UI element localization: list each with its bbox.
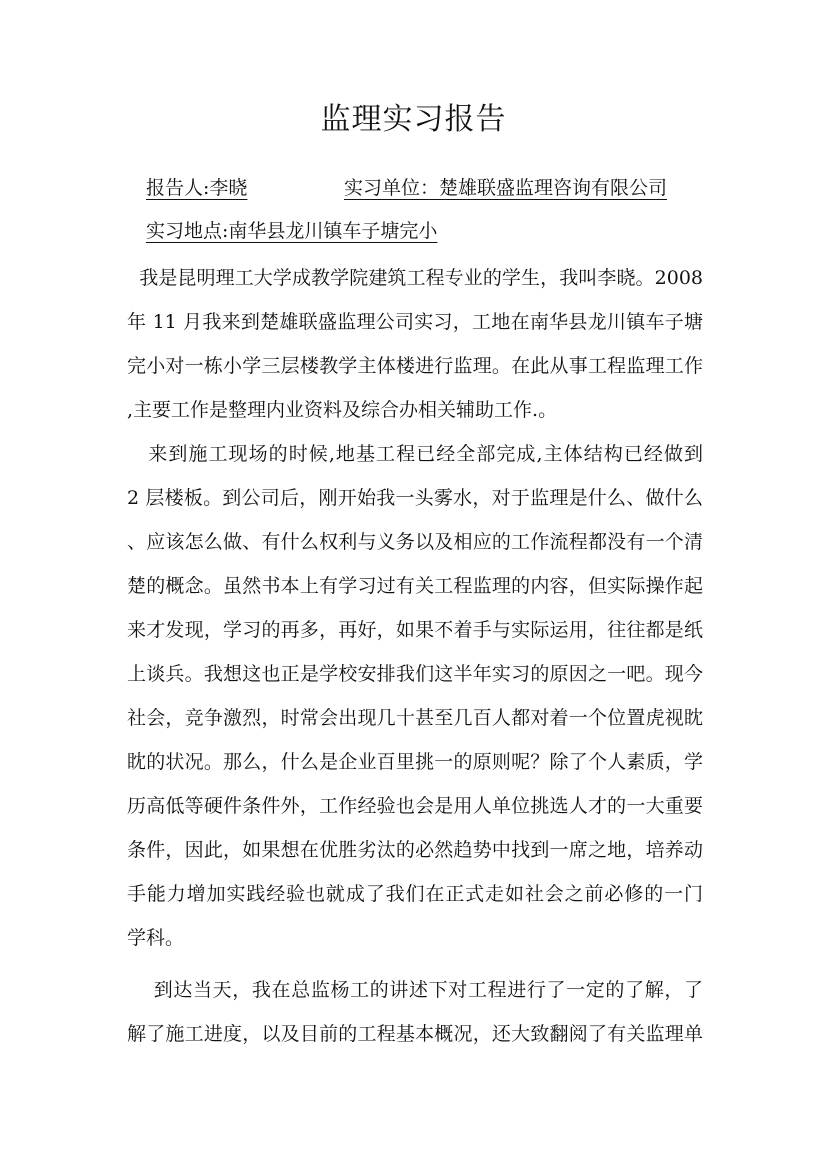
paragraph-line: ,主要工作是整理内业资料及综合办相关辅助工作.。 — [127, 399, 558, 421]
page-title: 监理实习报告 — [320, 102, 507, 137]
internship-unit-field: 实习单位：楚雄联盛监理咨询有限公司 — [344, 177, 668, 199]
paragraph-line: 楚的概念。虽然书本上有学习过有关工程监理的内容，但实际操作起 — [127, 575, 703, 597]
paragraph-line: 手能力增加实践经验也就成了我们在正式走如社会之前必修的一门 — [127, 883, 703, 905]
paragraph-first-day — [127, 968, 703, 1056]
paragraph-line: 2 层楼板。到公司后，刚开始我一头雾水，对于监理是什么、做什么 — [127, 487, 703, 509]
paragraph-intro — [127, 256, 703, 432]
internship-location-field: 实习地点:南华县龙川镇车子塘完小 — [146, 220, 438, 242]
paragraph-line: 眈的状况。那么，什么是企业百里挑一的原则呢？除了个人素质，学 — [127, 751, 703, 773]
paragraph-line: 来到施工现场的时候,地基工程已经全部完成,主体结构已经做到 — [127, 443, 703, 465]
paragraph-line: 年 11 月我来到楚雄联盛监理公司实习，工地在南华县龙川镇车子塘 — [127, 311, 703, 333]
paragraph-line: 解了施工进度，以及目前的工程基本概况，还大致翻阅了有关监理单 — [127, 1023, 703, 1045]
reporter-field: 报告人:李晓 — [146, 177, 248, 199]
paragraph-line: 我是昆明理工大学成教学院建筑工程专业的学生，我叫李晓。2008 — [127, 267, 703, 289]
paragraph-line: 到达当天，我在总监杨工的讲述下对工程进行了一定的了解，了 — [127, 979, 703, 1001]
paragraph-line: 上谈兵。我想这也正是学校安排我们这半年实习的原因之一吧。现今 — [127, 663, 703, 685]
paragraph-line: 社会，竞争激烈，时常会出现几十甚至几百人都对着一个位置虎视眈 — [127, 707, 703, 729]
paragraph-line: 条件，因此，如果想在优胜劣汰的必然趋势中找到一席之地，培养动 — [127, 839, 703, 861]
paragraph-line: 学科。 — [127, 927, 185, 949]
paragraph-line: 、应该怎么做、有什么权利与义务以及相应的工作流程都没有一个清 — [127, 531, 703, 553]
paragraph-line: 完小对一栋小学三层楼教学主体楼进行监理。在此从事工程监理工作 — [127, 355, 703, 377]
paragraph-line: 历高低等硬件条件外，工作经验也会是用人单位挑选人才的一大重要 — [127, 795, 703, 817]
paragraph-line: 来才发现，学习的再多，再好，如果不着手与实际运用，往往都是纸 — [127, 619, 703, 641]
paragraph-arrival — [127, 432, 703, 960]
